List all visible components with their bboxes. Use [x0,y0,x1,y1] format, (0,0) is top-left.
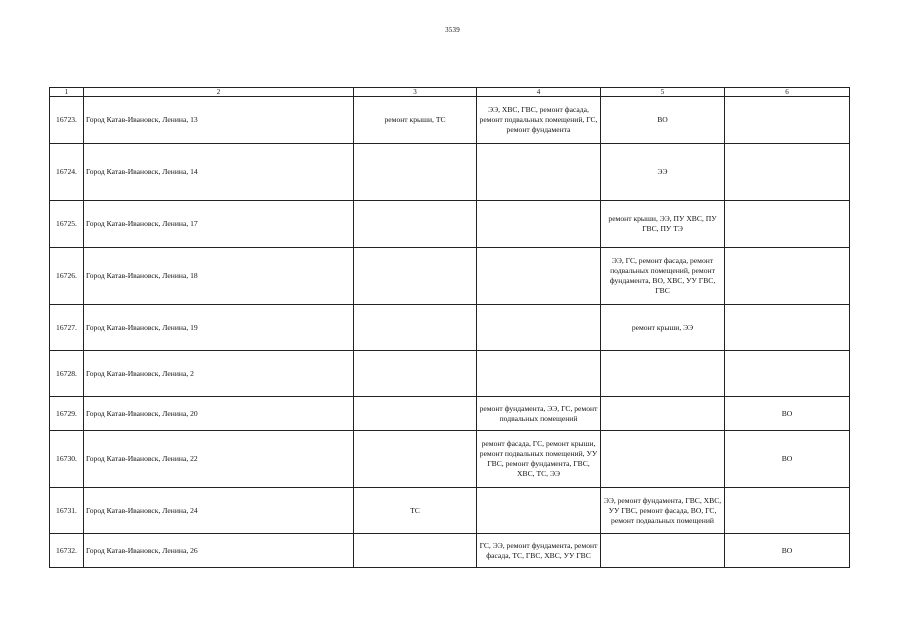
row-cell-col4 [477,351,601,397]
row-cell-col4: ЭЭ, ХВС, ГВС, ремонт фасада, ремонт подвальных помещений, ГС, ремонт фундамента [477,97,601,144]
row-cell-col5: ЭЭ, ремонт фундамента, ГВС, ХВС, УУ ГВС, ремонт фасада, ВО, ГС, ремонт подвальных помещений [601,488,725,534]
row-cell-col3 [354,201,477,248]
row-cell-col3 [354,431,477,488]
row-cell-col4 [477,201,601,248]
row-cell-col6 [725,305,850,351]
row-cell-col5: ЭЭ, ГС, ремонт фасада, ремонт подвальных помещений, ремонт фундамента, ВО, ХВС, УУ ГВС, ГВС [601,248,725,305]
row-cell-col6 [725,144,850,201]
row-address: Город Катав-Ивановск, Ленина, 24 [84,488,354,534]
row-address: Город Катав-Ивановск, Ленина, 18 [84,248,354,305]
row-cell-col5 [601,351,725,397]
column-header: 3 [354,88,477,97]
row-cell-col3 [354,305,477,351]
row-number: 16726. [50,248,84,305]
row-cell-col3 [354,397,477,431]
row-cell-col3 [354,534,477,568]
row-number: 16732. [50,534,84,568]
row-number: 16730. [50,431,84,488]
row-cell-col5: ЭЭ [601,144,725,201]
page-number: 3539 [445,26,460,34]
row-address: Город Катав-Ивановск, Ленина, 20 [84,397,354,431]
row-cell-col5 [601,431,725,488]
row-cell-col4: ГС, ЭЭ, ремонт фундамента, ремонт фасада, ТС, ГВС, ХВС, УУ ГВС [477,534,601,568]
row-cell-col5 [601,534,725,568]
row-cell-col6 [725,488,850,534]
column-header: 5 [601,88,725,97]
row-cell-col6 [725,201,850,248]
row-cell-col6 [725,248,850,305]
table-row [50,305,850,351]
table-row [50,201,850,248]
row-cell-col6 [725,97,850,144]
row-cell-col5 [601,397,725,431]
row-cell-col5: ремонт крыши, ЭЭ, ПУ ХВС, ПУ ГВС, ПУ ТЭ [601,201,725,248]
row-cell-col4 [477,248,601,305]
row-cell-col6: ВО [725,397,850,431]
row-cell-col5: ВО [601,97,725,144]
row-cell-col6 [725,351,850,397]
row-cell-col5: ремонт крыши, ЭЭ [601,305,725,351]
table-row [50,144,850,201]
table-row [50,488,850,534]
table-row [50,351,850,397]
row-address: Город Катав-Ивановск, Ленина, 13 [84,97,354,144]
row-cell-col4 [477,488,601,534]
column-header: 4 [477,88,601,97]
table-row [50,431,850,488]
row-number: 16728. [50,351,84,397]
table-row [50,248,850,305]
row-address: Город Катав-Ивановск, Ленина, 17 [84,201,354,248]
row-cell-col3 [354,248,477,305]
table-header-row [50,88,850,97]
row-cell-col3 [354,351,477,397]
row-cell-col3 [354,144,477,201]
table-row [50,534,850,568]
works-table [49,87,850,568]
row-cell-col4: ремонт фундамента, ЭЭ, ГС, ремонт подвальных помещений [477,397,601,431]
row-cell-col6: ВО [725,431,850,488]
table-row [50,97,850,144]
row-address: Город Катав-Ивановск, Ленина, 2 [84,351,354,397]
column-header: 2 [84,88,354,97]
row-cell-col3: ремонт крыши, ТС [354,97,477,144]
row-cell-col4 [477,305,601,351]
row-address: Город Катав-Ивановск, Ленина, 22 [84,431,354,488]
row-number: 16731. [50,488,84,534]
row-number: 16727. [50,305,84,351]
column-header: 1 [50,88,84,97]
row-cell-col4 [477,144,601,201]
row-cell-col3: ТС [354,488,477,534]
row-number: 16729. [50,397,84,431]
row-address: Город Катав-Ивановск, Ленина, 19 [84,305,354,351]
row-cell-col4: ремонт фасада, ГС, ремонт крыши, ремонт подвальных помещений, УУ ГВС, ремонт фундамента, ГВС, ХВС, ТС, ЭЭ [477,431,601,488]
row-number: 16725. [50,201,84,248]
row-number: 16723. [50,97,84,144]
row-address: Город Катав-Ивановск, Ленина, 26 [84,534,354,568]
table-row [50,397,850,431]
row-address: Город Катав-Ивановск, Ленина, 14 [84,144,354,201]
row-number: 16724. [50,144,84,201]
row-cell-col6: ВО [725,534,850,568]
column-header: 6 [725,88,850,97]
